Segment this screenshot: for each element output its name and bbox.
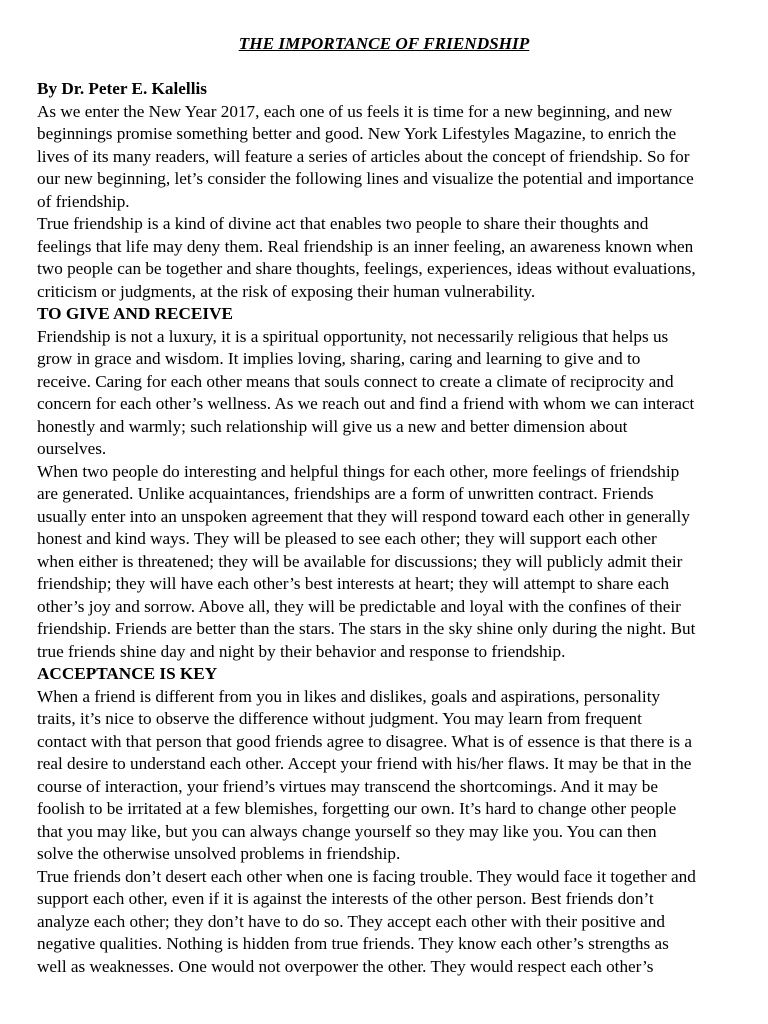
document-body bbox=[37, 101, 731, 979]
text-line: concern for each other’s wellness. As we reach out and find a friend with whom we can interact bbox=[37, 394, 695, 413]
paragraph bbox=[37, 866, 731, 979]
paragraph bbox=[37, 213, 731, 303]
section-heading bbox=[37, 663, 731, 686]
text-line: of friendship. bbox=[37, 191, 130, 211]
text-line: ourselves. bbox=[37, 439, 107, 458]
text-line: contact with that person that good friends agree to disagree. What is of essence is that there is a bbox=[37, 731, 692, 751]
text-line: TO GIVE AND RECEIVE bbox=[37, 304, 233, 323]
text-line: honest and kind ways. They will be pleased to see each other; they will support each other bbox=[37, 529, 657, 548]
text-line: friendship. Friends are better than the stars. The stars in the sky shine only during the night. But bbox=[37, 619, 696, 638]
paragraph bbox=[37, 326, 731, 461]
text-line: grow in grace and wisdom. It implies loving, sharing, caring and learning to give and to bbox=[37, 349, 641, 368]
text-line: lives of its many readers, will feature a series of articles about the concept of friendship. So for bbox=[37, 146, 690, 166]
text-line: two people can be together and share thoughts, feelings, experiences, ideas without evaluations, bbox=[37, 259, 696, 278]
text-line: criticism or judgments, at the risk of exposing their human vulnerability. bbox=[37, 281, 536, 301]
text-line: honestly and warmly; such relationship will give us a new and better dimension about bbox=[37, 416, 628, 436]
paragraph bbox=[37, 101, 731, 214]
text-line: course of interaction, your friend’s virtues may transcend the shortcomings. And it may be bbox=[37, 776, 658, 796]
text-line: receive. Caring for each other means that souls connect to create a climate of reciprocity and bbox=[37, 371, 674, 391]
author-byline: By Dr. Peter E. Kalellis bbox=[37, 79, 207, 98]
text-line: our new beginning, let’s consider the following lines and visualize the potential and importance bbox=[37, 169, 694, 188]
text-line: negative qualities. Nothing is hidden from true friends. They know each other’s strengths as bbox=[37, 934, 669, 953]
text-line: friendship; they will have each other’s best interests at heart; they will attempt to share each bbox=[37, 574, 670, 593]
text-line: As we enter the New Year 2017, each one of us feels it is time for a new beginning, and new bbox=[37, 101, 673, 121]
text-line: True friendship is a kind of divine act that enables two people to share their thoughts and bbox=[37, 214, 649, 233]
text-line: when either is threatened; they will be available for discussions; they will publicly admit their bbox=[37, 551, 683, 571]
text-line: feelings that life may deny them. Real friendship is an inner feeling, an awareness known when bbox=[37, 236, 694, 256]
text-line: support each other, even if it is against the interests of the other person. Best friends don’t bbox=[37, 889, 654, 908]
text-line: solve the otherwise unsolved problems in friendship. bbox=[37, 844, 401, 863]
text-line: ACCEPTANCE IS KEY bbox=[37, 664, 218, 683]
text-line: well as weaknesses. One would not overpower the other. They would respect each other’s bbox=[37, 956, 654, 976]
text-line: true friends shine day and night by their behavior and response to friendship. bbox=[37, 641, 566, 661]
paragraph bbox=[37, 461, 731, 664]
text-line: True friends don’t desert each other when one is facing trouble. They would face it together and bbox=[37, 866, 696, 886]
text-line: analyze each other; they don’t have to do so. They accept each other with their positive and bbox=[37, 911, 665, 931]
text-line: usually enter into an unspoken agreement that they will respond toward each other in generally bbox=[37, 506, 690, 526]
text-line: When two people do interesting and helpful things for each other, more feelings of friendship bbox=[37, 461, 680, 481]
text-line: other’s joy and sorrow. Above all, they will be predictable and loyal with the confines of their bbox=[37, 596, 681, 616]
text-line: foolish to be irritated at a few blemishes, forgetting our own. It’s hard to change other people bbox=[37, 799, 677, 818]
paragraph bbox=[37, 686, 731, 866]
text-line: traits, it’s nice to observe the difference without judgment. You may learn from frequent bbox=[37, 709, 642, 728]
text-line: are generated. Unlike acquaintances, friendships are a form of unwritten contract. Friends bbox=[37, 484, 654, 503]
text-line: When a friend is different from you in likes and dislikes, goals and aspirations, personality bbox=[37, 686, 661, 706]
section-heading bbox=[37, 303, 731, 326]
document-title: THE IMPORTANCE OF FRIENDSHIP bbox=[238, 34, 530, 53]
text-line: that you may like, but you can always change yourself so they may like you. You can then bbox=[37, 821, 657, 841]
text-line: beginnings promise something better and good. New York Lifestyles Magazine, to enrich the bbox=[37, 124, 677, 143]
text-line: real desire to understand each other. Accept your friend with his/her flaws. It may be that in the bbox=[37, 754, 692, 773]
text-line: Friendship is not a luxury, it is a spiritual opportunity, not necessarily religious that helps us bbox=[37, 326, 669, 346]
